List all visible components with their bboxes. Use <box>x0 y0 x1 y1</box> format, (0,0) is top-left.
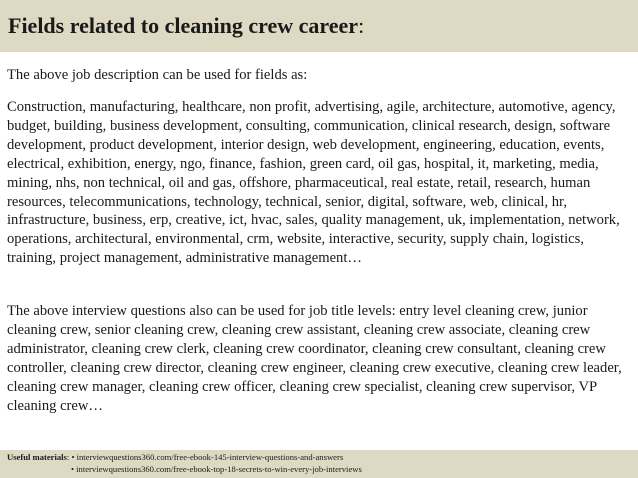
footer-link-1[interactable]: • interviewquestions360.com/free-ebook-145-interview-questions-and-answers <box>71 452 344 462</box>
intro-paragraph: The above job description can be used for fields as: <box>7 67 308 83</box>
footer-row-1 <box>7 451 362 463</box>
fields-paragraph: Construction, manufacturing, healthcare, non profit, advertising, agile, architecture, automotive, agency, budget, building, business development, consulting, communication, clinical research, design, software development, product development, interior design, web development, engineering, education, events, electrical, exhibition, energy, ngo, finance, fashion, green card, oil gas, hospital, it, marketing, media, mining, nhs, non technical, oil and gas, offshore, pharmaceutical, real estate, retail, research, human resources, telecommunications, technology, technical, senior, digital, software, web, clinical, hr, infrastructure, business, erp, creative, ict, hvac, sales, quality management, uk, implementation, network, operations, architectural, environmental, crm, website, interactive, security, supply chain, logistics, training, project management, administrative management… <box>7 99 620 267</box>
slide-title-colon: : <box>358 13 365 38</box>
slide-title: Fields related to cleaning crew career <box>8 13 359 38</box>
footer-label: Useful materials <box>7 452 67 462</box>
footer-label-colon: : <box>66 452 70 462</box>
job-levels-paragraph: The above interview questions also can be used for job title levels: entry level cleaning crew, junior cleaning crew, senior cleaning crew, cleaning crew assistant, cleaning crew associate, cleaning crew administrator, cleaning crew clerk, cleaning crew coordinator, cleaning crew consultant, cleaning crew controller, cleaning crew director, cleaning crew engineer, cleaning crew executive, cleaning crew leader, cleaning crew manager, cleaning crew officer, cleaning crew specialist, cleaning crew supervisor, VP cleaning crew… <box>7 303 622 414</box>
slide-title-container <box>8 12 364 40</box>
useful-materials-footer <box>7 451 362 475</box>
footer-link-2[interactable]: • interviewquestions360.com/free-ebook-top-18-secrets-to-win-every-job-interviews <box>71 464 362 474</box>
footer-row-2 <box>7 463 362 475</box>
